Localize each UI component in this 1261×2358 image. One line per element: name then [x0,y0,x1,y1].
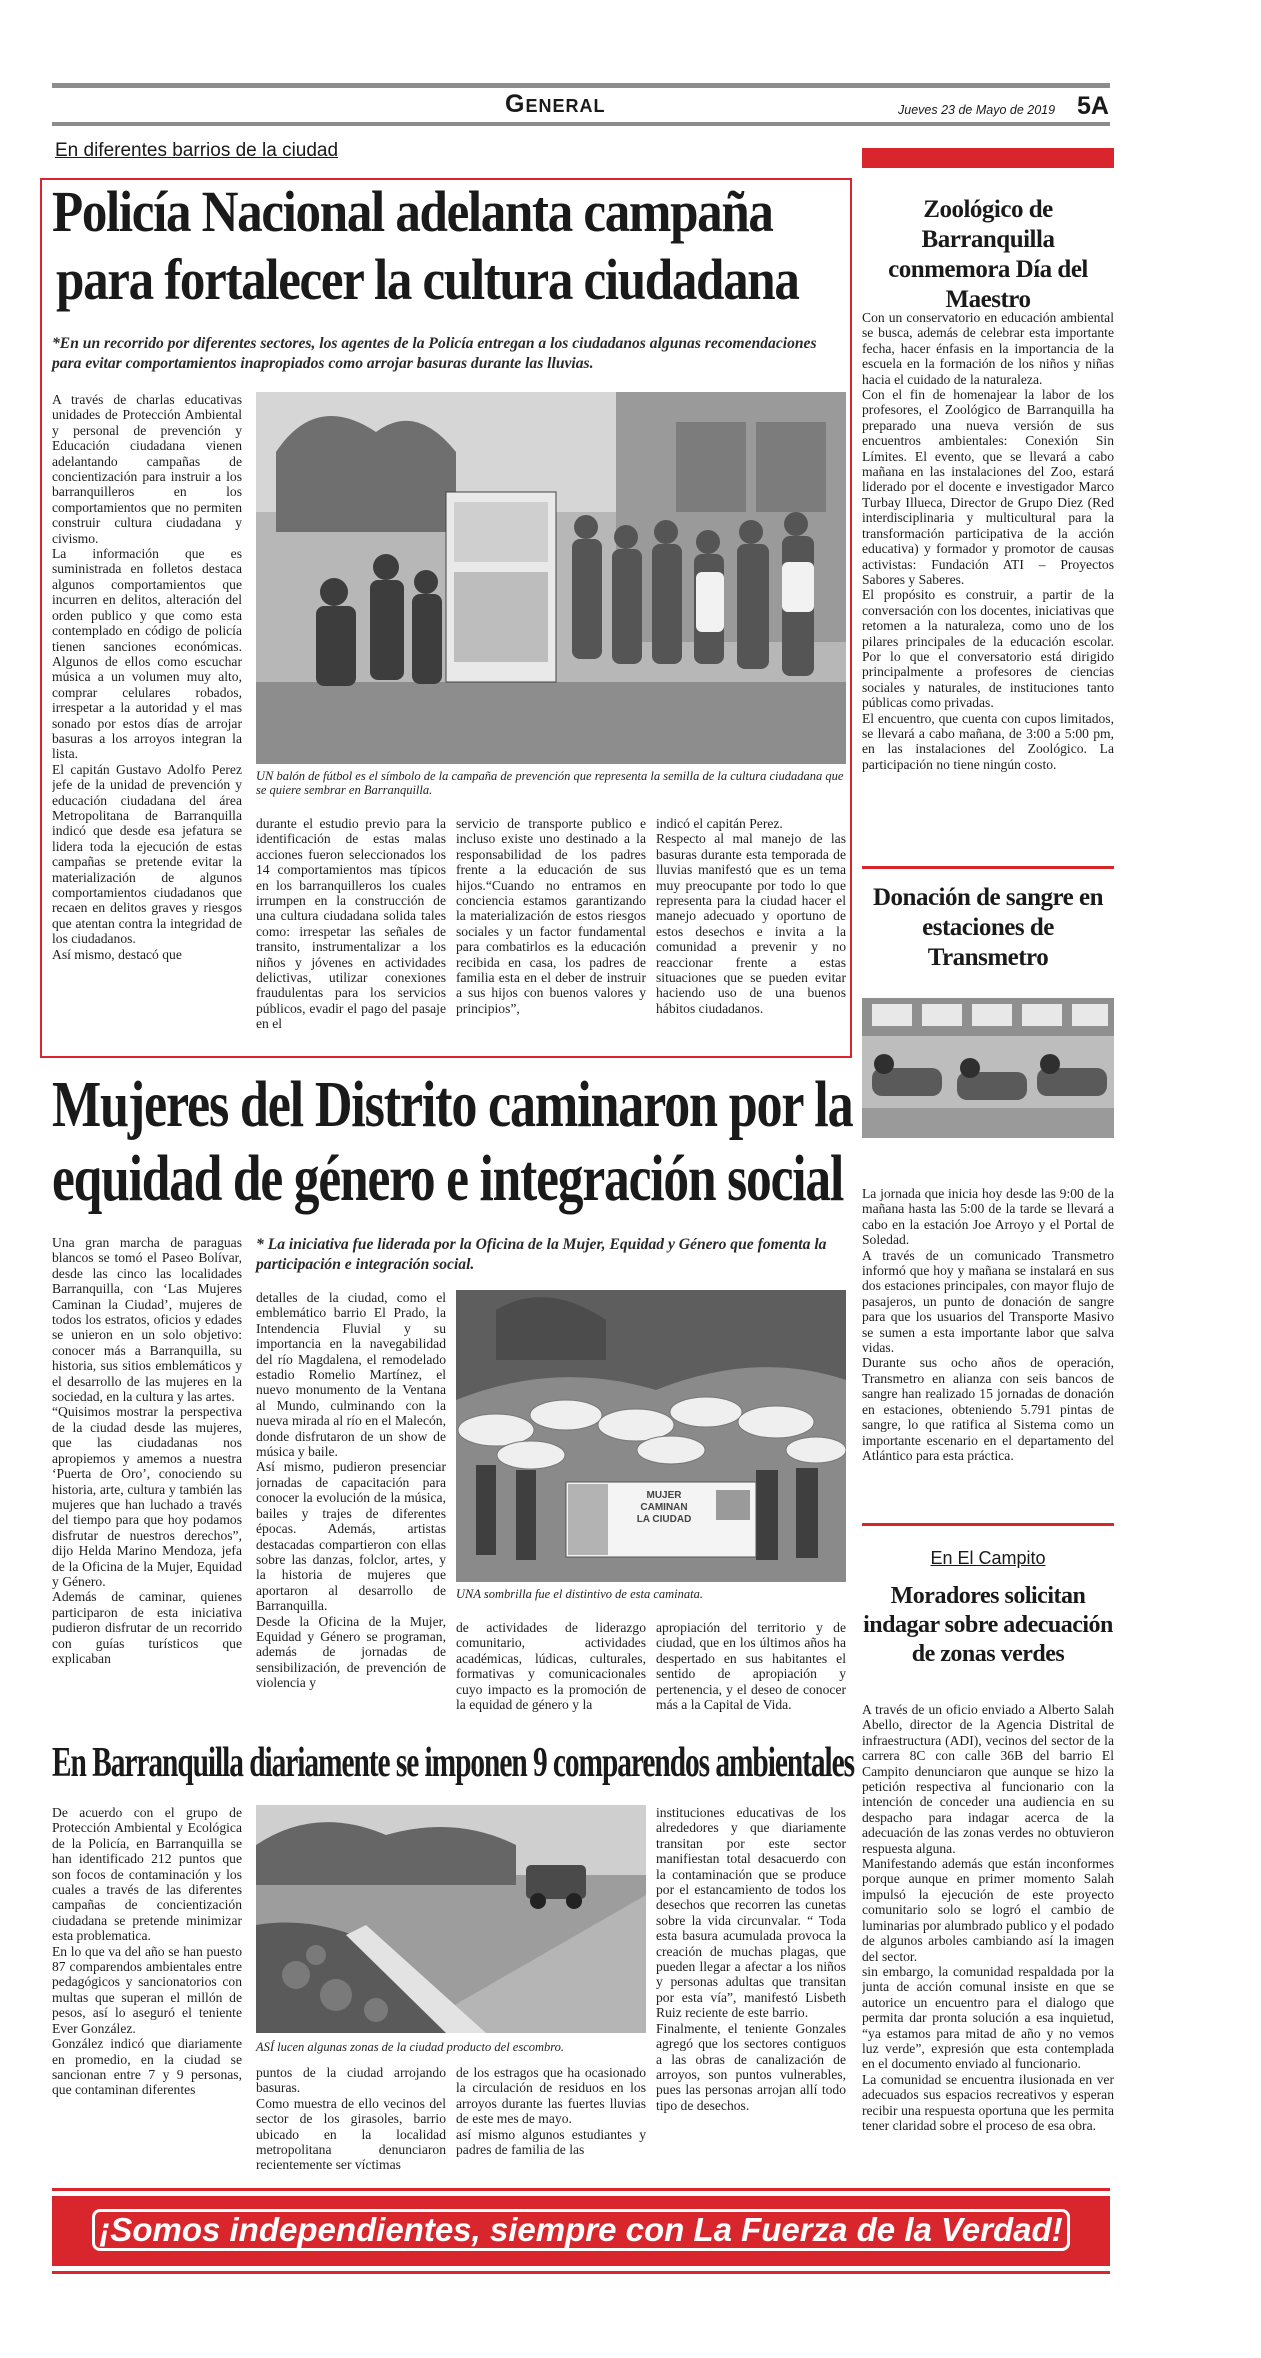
article1-col1: A través de charlas educativas unidades de Protección Ambiental y personal de prevención y Educación ciudadana vienen adelantando campañas de concientización para instruir a los barranquilleros en los comportamientos que no permiten construir cultura ciudadana y civismo. La información que es suministrada en folletos destaca algunos comportamientos que incurren en delitos, alteración del orden publico y que como esta contemplado en código de policía tienen sanciones económicas. Algunos de ellos como escuchar música a un volumen muy alto, comprar celulares robados, irrespetar a la autoridad y el mas sonado por estos días de arrojar basuras a los arroyos integran la lista. El capitán Gustavo Adolfo Perez jefe de la unidad de prevención y educación ciudadana del área Metropolitana de Barranquilla indicó que desde esa jefatura se lidera toda la ejecución de estas campañas se pretende evitar la materialización de algunos comportamientos ciudadanos que recaen en delitos graves y riesgos que atentan contra la integridad de los ciudadanos. Así mismo, destacó que [52,392,242,962]
sidebar-red-rule-1 [862,866,1114,869]
sidebar2-title: Donación de sangre en estaciones de Transmetro [872,884,1104,971]
footer-banner [52,2196,1110,2266]
sidebar-red-rule-2 [862,1523,1114,1526]
article2-photo [456,1290,846,1582]
page-number: 5A [1077,92,1109,120]
article1-col4: indicó el capitán Perez. Respecto al mal manejo de las basuras durante esta temporada de lluvias manifestó que es un tema muy preocupante por todo lo que representa para la ciudad hacer el manejo adecuado y oportuno de estos desechos e invita a la comunidad a prevenir y no reaccionar frente a estas situaciones que se pueden evitar haciendo uso de una buenos hábitos ciudadanos. [656,816,846,1016]
article3-caption: ASÍ lucen algunas zonas de la ciudad producto del escombro. [256,2040,565,2054]
sidebar3-title: Moradores solicitan indagar sobre adecuación de zonas verdes [863,1583,1113,1667]
women-march-photo [456,1290,846,1582]
article3-col3: de los estragos que ha ocasionado la circulación de residuos en los arroyos durante las fuertes lluvias de este mes de mayo. así mismo algunos estudiantes y padres de familia de las [456,2065,646,2158]
article1-title-line2: para fortalecer la cultura ciudadana [56,247,799,312]
police-campaign-photo [256,392,846,764]
article3-col4: instituciones educativas de los alrededores y que diariamente transitan por este sector manifiestan total desacuerdo con la contaminación que se produce por el estancamiento de todos los desechos que recorren las cunetas sobre la vida circunvalar. “ Toda esta basura acumulada provoca la creación de muchas plagas, que pueden llegar a afectar a los niños y personas adultas que transitan por esta vía”, manifestó Lisbeth Ruiz reciente de este barrio. Finalmente, el teniente Gonzales agregó que los sectores contiguos a las obras de canalización de arroyos, son puntos vulnerables, pues las personas arrojan allí todo tipo de desechos. [656,1805,846,2113]
article1-col3: servicio de transporte publico e incluso existe uno destinado a la responsabilidad de los padres frente a la educación de sus hijos.“Cuando no entramos en conciencia estamos garantizando la materialización de estos riesgos sociales y un factor fundamental para combatirlos es la educación recibida en casa, los padres de familia esta en el deber de instruir a sus hijos con buenos valores y principios”, [456,816,646,1016]
sidebar2-photo [862,998,1114,1138]
header-top-rule [52,83,1110,88]
issue-date: Jueves 23 de Mayo de 2019 [898,103,1056,117]
article2-caption: UNA sombrilla fue el distintivo de esta caminata. [456,1587,703,1601]
article3-col2: puntos de la ciudad arrojando basuras. Como muestra de ello vecinos del sector de los girasoles, barrio ubicado en la localidad metropolitana denunciaron recientemente ser víctimas [256,2065,446,2173]
footer-slogan: ¡Somos independientes, siempre con La Fuerza de la Verdad! [92,2209,1070,2251]
sidebar3-kicker: En El Campito [930,1548,1046,1568]
article1-col2: durante el estudio previo para la identificación de estas malas acciones fueron seleccionados los 14 comportamientos mas típicos en los barranquilleros los cuales irrumpen en la construcción de una cultura ciudadana solida tales como: irrespetar las señales de transito, instrumentalizar a los niños y jóvenes en actividades delictivas, utilizar conexiones fraudulentas para los servicios públicos, evadir el pago del pasaje en el [256,816,446,1032]
article2-lead: * La iniciativa fue liderada por la Oficina de la Mujer, Equidad y Género que fomenta la participación e integración social. [256,1236,827,1273]
article1-caption: UN balón de fútbol es el símbolo de la campaña de prevención que representa la semilla de la cultura ciudadana que se quiere sembrar en Barranquilla. [256,769,844,797]
header-bottom-rule [52,122,1110,126]
article2-title-line1: Mujeres del Distrito caminaron por la [52,1068,853,1141]
footer-top-rule [52,2188,1110,2191]
sidebar-top-red-bar [862,148,1114,168]
article2-col4: apropiación del territorio y de ciudad, que en los últimos años ha despertado en sus habitantes el sentido de apropiación y pertenencia, y el deseo de conocer más a la Capital de Vida. [656,1620,846,1713]
article2-col1: Una gran marcha de paraguas blancos se tomó el Paseo Bolívar, desde las cinco las localidades Barranquilla, con ‘Las Mujeres Caminan la Ciudad’, mujeres de todos los estratos, oficios y edades se unieron en un solo objetivo: conocer más a Barranquilla, su historia, sus sitios emblemáticos y el desarrollo de las mujeres en la sociedad, en la cultura y las artes. “Quisimos mostrar la perspectiva de la ciudad desde las mujeres, que las ciudadanas nos apropiemos y amemos a nuestra ‘Puerta de Oro’, conociendo su historia, arte, cultura y también las mujeres que han luchado a través del tiempo para que hoy podamos disfrutar de nuestros derechos”, dijo Helda Marino Mendoza, jefa de la Oficina de la Mujer, Equidad y Género. Además de caminar, quienes participaron de esta iniciativa pudieron disfrutar de un recorrido con guías turísticos que explicaban [52,1235,242,1666]
article2-col3: de actividades de liderazgo comunitario, actividades académicas, lúdicas, culturales, formativas y comunicacionales cuyo impacto es la promoción de la equidad de género y la [456,1620,646,1713]
article2-title-line2: equidad de género e integración social [52,1142,844,1215]
debris-street-photo [256,1805,646,2033]
footer-bottom-rule [52,2271,1110,2274]
article1-photo [256,392,846,764]
article2-col2: detalles de la ciudad, como el emblemático barrio El Prado, la Intendencia Fluvial y su importancia en la navegabilidad del río Magdalena, el remodelado estadio Romelio Martínez, el nuevo monumento de la Ventana al Mundo, culminando con la nueva mirada al río en el Malecón, donde disfrutaron de un show de música y baile. Así mismo, pudieron presenciar jornadas de capacitación para conocer la evolución de la música, bailes y trajes de diferentes épocas. Además, artistas destacadas compartieron con ellas sobre las danzas, folclor, artes, y la historia de mujeres que aportaron al desarrollo de Barranquilla. Desde la Oficina de la Mujer, Equidad y Género se programan, además de jornadas de sensibilización, de prevención de violencia y [256,1290,446,1691]
sidebar2-body: La jornada que inicia hoy desde las 9:00 de la mañana hasta las 5:00 de la tarde se llevará a cabo en la estación Joe Arroyo y el Portal de Soledad. A través de un comunicado Transmetro informó que hoy y mañana se instalará en sus dos estaciones principales, con mayor flujo de pasajeros, un punto de donación de sangre para que los usuarios del Transporte Masivo se sumen a esta importante labor que salva vidas. Durante sus ocho años de operación, Transmetro en alianza con seis bancos de sangre han realizado 15 jornadas de donación en estaciones, obteniendo 5.791 pintas de sangre, lo que ratifica al Sistema como un importante escenario en el departamento del Atlántico para esta práctica. [862,1186,1114,1463]
article1-title-line1: Policía Nacional adelanta campaña [52,179,773,244]
article1-lead: *En un recorrido por diferentes sectores, los agentes de la Policía entregan a los ciudadanos algunas recomendaciones para evitar comportamientos inapropiados como arrojar basuras durante las lluvias. [52,335,817,372]
section-title: General [505,90,606,118]
blood-donation-photo [862,998,1114,1138]
sidebar3-body: A través de un oficio enviado a Alberto Salah Abello, director de la Agencia Distrital de infraestructura (ADI), vecinos del sector de la carrera 8C con calle 36B del barrio El Campito denunciaron que aunque se hizo la petición respectiva al funcionario con la intención de conceder una audiencia en su despacho para indagar acerca de la adecuación de las zonas verdes no obtuvieron respuesta alguna. Manifestando además que están inconformes porque aunque en primer momento Salah impulsó la ejecución de este proyecto comunitario solo se logró el cambio de luminarias por alumbrado publico y el podado de algunos arboles cambiando así la imagen del sector. sin embargo, la comunidad respaldada por la junta de acción comunal insiste en que se autorice un encuentro para el dialogo que permita dar pronta solución a esa inquietud, “ya estamos para mitad de año y no vemos luz verde”, expresión que esta contemplada en el documento enviado al funcionario. La comunidad se encuentra ilusionada en ver adecuados sus espacios recreativos y esperan recibir una respuesta oportuna que les permita tener claridad sobre el proceso de esa obra. [862,1702,1114,2133]
article3-title: En Barranquilla diariamente se imponen 9 comparendos ambientales [52,1740,855,1786]
article3-photo [256,1805,646,2033]
march-banner-text: MUJER CAMINAN LA CIUDAD [636,1490,692,1525]
sidebar1-body: Con un conservatorio en educación ambiental se busca, además de celebrar esta importante fecha, hacer énfasis en la importancia de la escuela en la formación de los niños y niñas hacia el cuidado de la naturaleza. Con el fin de homenajear la labor de los profesores, el Zoológico de Barranquilla ha preparado una nueva versión de sus encuentros ambientales: Conexión Sin Límites. El evento, que se llevará a cabo mañana en las instalaciones del Zoo, estará liderado por el docente e investigador Marco Turbay Illueca, Director de Grupo Diez (Red interdisciplinaria y multicultural para la transformación participativa de la acción educativa) y formador y promotor de causas activistas: Fundación ATI – Proyectos Sabores y Saberes. El propósito es construir, a partir de la conversación con los docentes, iniciativas que retomen a la naturaleza, como uno de los pilares principales de la educación escolar. Por lo que el conversatorio está dirigido principalmente a profesores de ciencias sociales y naturales, de instituciones tanto públicas como privadas. El encuentro, que cuenta con cupos limitados, se llevará a cabo mañana, de 3:00 a 5:00 pm, en las instalaciones del Zoológico. La participación no tiene ningún costo. [862,310,1114,772]
sidebar1-title: Zoológico de Barranquilla conmemora Día del Maestro [888,196,1088,313]
article1-kicker: En diferentes barrios de la ciudad [55,140,339,161]
article3-col1: De acuerdo con el grupo de Protección Ambiental y Ecológica de la Policía, en Barranquilla se han identificado 212 puntos que son focos de contaminación y los cuales a través de las diferentes campañas de concientización ciudadana se pretende minimizar esta problematica. En lo que va del año se han puesto 87 comparendos ambientales entre pedagógicos y sancionatorios con multas que superan el millón de pesos, así lo aseguró el teniente Ever González. González indicó que diariamente en promedio, en la ciudad se sancionan entre 7 y 9 personas, que contaminan diferentes [52,1805,242,2098]
